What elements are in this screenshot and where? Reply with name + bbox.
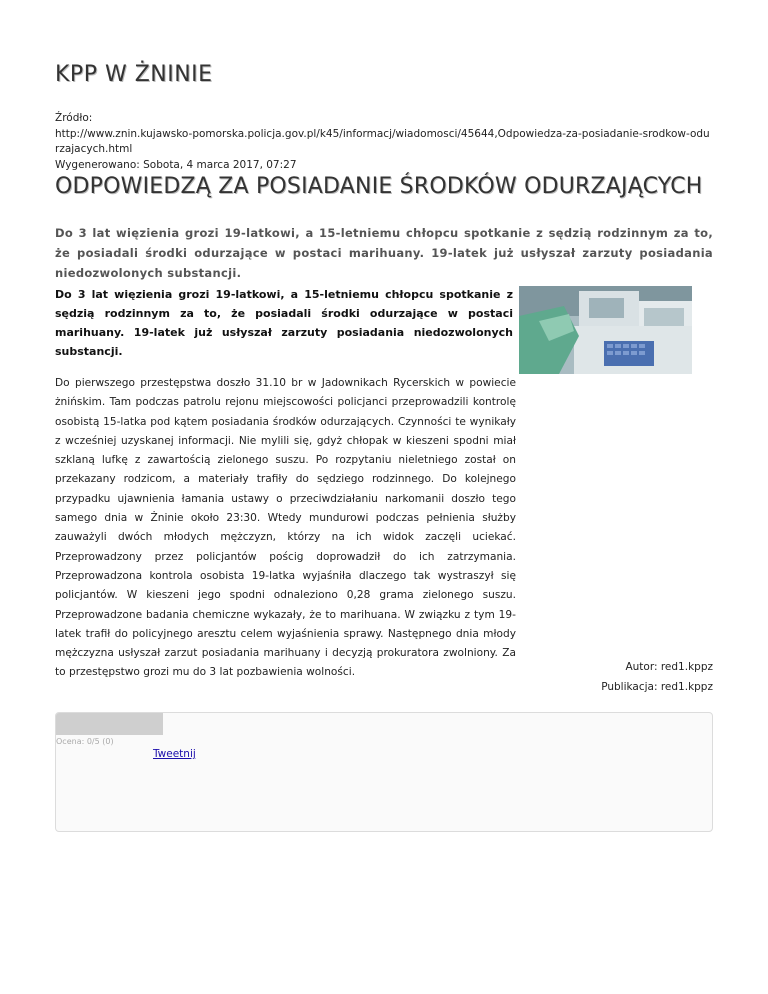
generated-date: Wygenerowano: Sobota, 4 marca 2017, 07:27 — [55, 158, 297, 171]
lab-photo-image — [519, 286, 692, 374]
source-label: Źródło: — [55, 112, 93, 124]
publication: Publikacja: red1.kppz — [601, 681, 713, 693]
source-url: http://www.znin.kujawsko-pomorska.policja.gov.pl/k45/informacj/wiadomosci/45644,Odpowiedza-za-posiadanie-srodkow-odurzajacych.html — [55, 127, 710, 155]
rating-text: Ocena: 0/5 (0) — [56, 737, 114, 746]
article-body: Do pierwszego przestępstwa doszło 31.10 br w Jadownikach Rycerskich w powiecie żnińskim. Tam podczas patrolu rejonu miejscowości policjanci przeprowadzili kontrolę osobistą 15-latka pod kątem posiadania środków odurzających. Czynności te wynikały z wcześniej uzyskanej informacji. Nie mylili się, gdyż chłopak w kieszeni spodni miał szklaną lufkę z zawartością zielonego suszu. Po rozpytaniu nieletniego został on przekazany rodzicom, a materiały trafiły do sędziego rodzinnego. Do kolejnego przypadku ujawnienia łamania ustawy o przeciwdziałaniu narkomanii doszło tego samego dnia w Żninie około 23:30. Wtedy mundurowi podczas pełnienia służby zauważyli dwóch młodych mężczyzn, którzy na ich widok zaczęli uciekać. Przeprowadzony przez policjantów pościg doprowadził do ich zatrzymania. Przeprowadzona kontrola osobista 19-latka wyjaśniła dlaczego tak wystraszył się policjantów. W kieszeni jego spodni odnaleziono 0,28 grama zielonego suszu. Przeprowadzone badania chemiczne wykazały, że to marihuana. W związku z tym 19-latek trafił do policyjnego aresztu celem wyjaśnienia sprawy. Następnego dnia młody mężczyzna usłyszał zarzut posiadania marihuany i decyzją prokuratora zwolniony. Za to przestępstwo grozi mu do 3 lat pozbawienia wolności. — [55, 377, 516, 679]
article-lead-repeat: Do 3 lat więzienia grozi 19-latkowi, a 15-letniemu chłopcu spotkanie z sędzią rodzinnym za to, że posiadali środki odurzające w postaci marihuany. 19-latek już usłyszał zarzuty posiadania niedozwolonych substancji. — [55, 288, 513, 358]
site-title: KPP W ŻNINIE — [55, 62, 213, 87]
source-meta — [55, 111, 713, 173]
rating-box — [55, 712, 713, 832]
article-lead: Do 3 lat więzienia grozi 19-latkowi, a 15-letniemu chłopcu spotkanie z sędzią rodzinnym za to, że posiadali środki odurzające w postaci marihuany. 19-latek już usłyszał zarzuty posiadania niedozwolonych substancji. — [55, 226, 713, 280]
article-title: ODPOWIEDZĄ ZA POSIADANIE ŚRODKÓW ODURZAJĄCYCH — [55, 174, 703, 199]
rating-stars-bar[interactable] — [56, 713, 163, 735]
author-info — [601, 657, 713, 697]
author: Autor: red1.kppz — [625, 661, 713, 673]
article-photo — [519, 286, 692, 374]
tweet-link[interactable]: Tweetnij — [153, 748, 196, 760]
